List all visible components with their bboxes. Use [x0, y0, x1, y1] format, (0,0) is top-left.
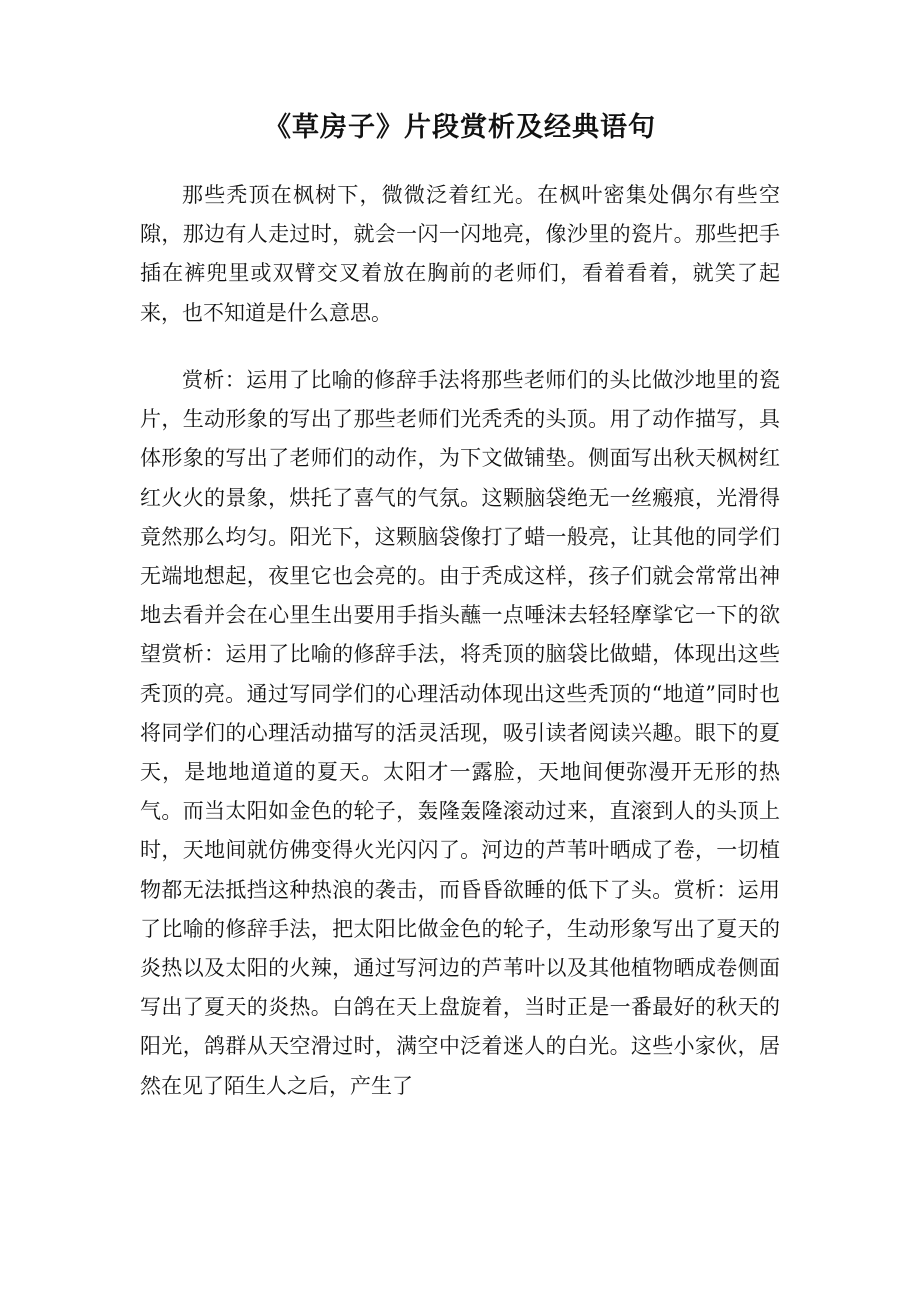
- paragraph-2: 赏析：运用了比喻的修辞手法将那些老师们的头比做沙地里的瓷片，生动形象的写出了那些老师们光秃秃的头顶。用了动作描写，具体形象的写出了老师们的动作，为下文做铺垫。侧面写出秋天枫树红红火火的景象，烘托了喜气的气氛。这颗脑袋绝无一丝瘢痕，光滑得竟然那么均匀。阳光下，这颗脑袋像打了蜡一般亮，让其他的同学们无端地想起，夜里它也会亮的。由于秃成这样，孩子们就会常常出神地去看并会在心里生出要用手指头蘸一点唾沫去轻轻摩挲它一下的欲望赏析：运用了比喻的修辞手法，将秃顶的脑袋比做蜡，体现出这些秃顶的亮。通过写同学们的心理活动体现出这些秃顶的“地道”同时也将同学们的心理活动描写的活灵活现，吸引读者阅读兴趣。眼下的夏天，是地地道道的夏天。太阳才一露脸，天地间便弥漫开无形的热气。而当太阳如金色的轮子，轰隆轰隆滚动过来，直滚到人的头顶上时，天地间就仿佛变得火光闪闪了。河边的芦苇叶晒成了卷，一切植物都无法抵挡这种热浪的袭击，而昏昏欲睡的低下了头。赏析：运用了比喻的修辞手法，把太阳比做金色的轮子，生动形象写出了夏天的炎热以及太阳的火辣，通过写河边的芦苇叶以及其他植物晒成卷侧面写出了夏天的炎热。白鸽在天上盘旋着，当时正是一番最好的秋天的阳光，鸽群从天空滑过时，满空中泛着迷人的白光。这些小家伙，居然在见了陌生人之后，产生了: [140, 368, 780, 1098]
- document-title: 《草房子》片段赏析及经典语句: [264, 112, 656, 143]
- paragraph-1: 那些秃顶在枫树下，微微泛着红光。在枫叶密集处偶尔有些空隙，那边有人走过时，就会一闪一闪地亮，像沙里的瓷片。那些把手插在裤兜里或双臂交叉着放在胸前的老师们，看着看着，就笑了起来，也不知道是什么意思。: [140, 183, 780, 325]
